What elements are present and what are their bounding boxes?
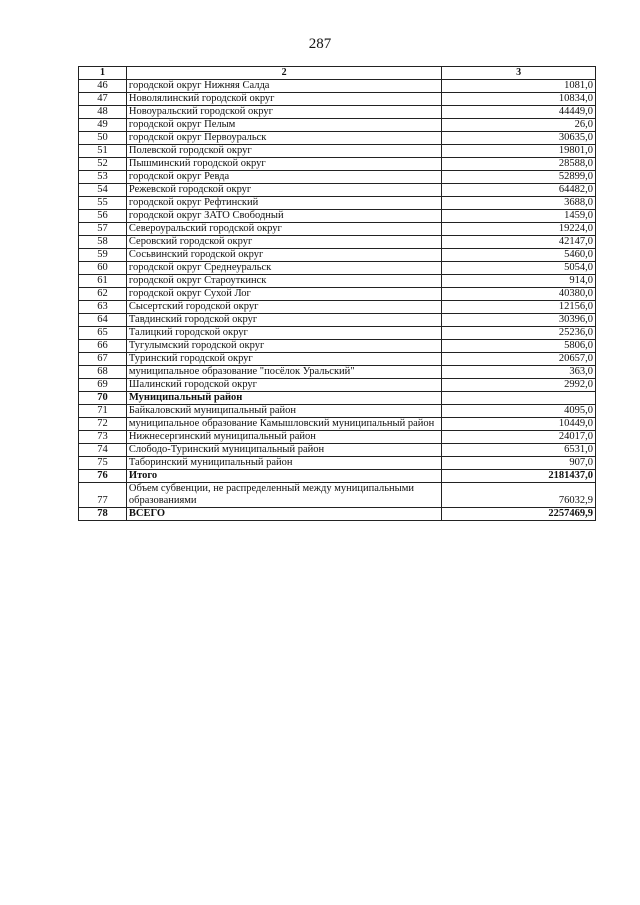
table-row (79, 392, 596, 405)
table-row (79, 93, 596, 106)
row-name: Байкаловский муниципальный район (126, 405, 441, 418)
table-row (79, 327, 596, 340)
row-value: 30396,0 (442, 314, 596, 327)
table-row (79, 457, 596, 470)
row-name: муниципальное образование Камышловский муниципальный район (126, 418, 441, 431)
row-value: 2257469,9 (442, 508, 596, 521)
subvention-table (78, 66, 596, 521)
row-number: 56 (79, 210, 127, 223)
row-value: 2181437,0 (442, 470, 596, 483)
row-number: 51 (79, 145, 127, 158)
row-name: Талицкий городской округ (126, 327, 441, 340)
table-row (79, 366, 596, 379)
table-row (79, 405, 596, 418)
row-name: Шалинский городской округ (126, 379, 441, 392)
row-name: Серовский городской округ (126, 236, 441, 249)
row-number: 61 (79, 275, 127, 288)
header-col-value: 3 (442, 67, 596, 80)
row-value: 52899,0 (442, 171, 596, 184)
row-value: 2992,0 (442, 379, 596, 392)
table-row (79, 197, 596, 210)
row-number: 74 (79, 444, 127, 457)
row-value: 40380,0 (442, 288, 596, 301)
row-name: городской округ Нижняя Салда (126, 80, 441, 93)
row-value: 20657,0 (442, 353, 596, 366)
row-number: 59 (79, 249, 127, 262)
row-value: 6531,0 (442, 444, 596, 457)
row-number: 60 (79, 262, 127, 275)
row-name: Тугулымский городской округ (126, 340, 441, 353)
row-value: 1081,0 (442, 80, 596, 93)
row-number: 78 (79, 508, 127, 521)
row-number: 71 (79, 405, 127, 418)
table-row (79, 262, 596, 275)
row-name: Сосьвинский городской округ (126, 249, 441, 262)
row-name: Полевской городской округ (126, 145, 441, 158)
table-row (79, 353, 596, 366)
row-number: 55 (79, 197, 127, 210)
table-row (79, 119, 596, 132)
row-name: Нижнесергинский муниципальный район (126, 431, 441, 444)
row-name: городской округ Ревда (126, 171, 441, 184)
row-number: 67 (79, 353, 127, 366)
row-value: 914,0 (442, 275, 596, 288)
table-row (79, 275, 596, 288)
row-name: Сысертский городской округ (126, 301, 441, 314)
row-number: 77 (79, 483, 127, 508)
row-value: 64482,0 (442, 184, 596, 197)
row-number: 76 (79, 470, 127, 483)
row-name: Слободо-Туринский муниципальный район (126, 444, 441, 457)
row-value: 12156,0 (442, 301, 596, 314)
row-name: Североуральский городской округ (126, 223, 441, 236)
table-row (79, 340, 596, 353)
row-name: городской округ Пелым (126, 119, 441, 132)
row-number: 64 (79, 314, 127, 327)
table-row (79, 145, 596, 158)
table-row (79, 80, 596, 93)
row-value: 26,0 (442, 119, 596, 132)
row-value: 25236,0 (442, 327, 596, 340)
table-row (79, 508, 596, 521)
table-row (79, 132, 596, 145)
table-row (79, 431, 596, 444)
row-number: 54 (79, 184, 127, 197)
row-name: городской округ ЗАТО Свободный (126, 210, 441, 223)
table-header-row (79, 67, 596, 80)
row-value: 10449,0 (442, 418, 596, 431)
row-number: 50 (79, 132, 127, 145)
row-name: городской округ Сухой Лог (126, 288, 441, 301)
row-value: 30635,0 (442, 132, 596, 145)
row-value: 363,0 (442, 366, 596, 379)
row-number: 66 (79, 340, 127, 353)
row-number: 53 (79, 171, 127, 184)
row-value: 76032,9 (442, 483, 596, 508)
table-row (79, 249, 596, 262)
row-name: Итого (126, 470, 441, 483)
row-value: 10834,0 (442, 93, 596, 106)
row-value: 44449,0 (442, 106, 596, 119)
row-number: 48 (79, 106, 127, 119)
row-name: Пышминский городской округ (126, 158, 441, 171)
row-value: 42147,0 (442, 236, 596, 249)
row-value: 19224,0 (442, 223, 596, 236)
header-col-name: 2 (126, 67, 441, 80)
row-name: городской округ Рефтинский (126, 197, 441, 210)
row-number: 73 (79, 431, 127, 444)
table-row (79, 210, 596, 223)
table-body (79, 80, 596, 521)
row-number: 65 (79, 327, 127, 340)
row-value: 1459,0 (442, 210, 596, 223)
row-name: городской округ Среднеуральск (126, 262, 441, 275)
table-row (79, 301, 596, 314)
table-row (79, 158, 596, 171)
page-number: 287 (308, 36, 332, 52)
table-row (79, 483, 596, 508)
row-name: Режевской городской округ (126, 184, 441, 197)
row-name: Муниципальный район (126, 392, 441, 405)
row-value: 24017,0 (442, 431, 596, 444)
row-number: 58 (79, 236, 127, 249)
row-number: 68 (79, 366, 127, 379)
row-name: Объем субвенции, не распределенный между муниципальными образованиями (126, 483, 441, 508)
table-row (79, 314, 596, 327)
table-row (79, 184, 596, 197)
header-col-number: 1 (79, 67, 127, 80)
table-row (79, 470, 596, 483)
row-value: 5806,0 (442, 340, 596, 353)
table-row (79, 171, 596, 184)
row-value: 3688,0 (442, 197, 596, 210)
row-number: 46 (79, 80, 127, 93)
row-value: 5054,0 (442, 262, 596, 275)
row-name: Туринский городской округ (126, 353, 441, 366)
row-name: Новоуральский городской округ (126, 106, 441, 119)
row-number: 62 (79, 288, 127, 301)
row-name: Тавдинский городской округ (126, 314, 441, 327)
row-number: 72 (79, 418, 127, 431)
table-row (79, 223, 596, 236)
row-name: Новолялинский городской округ (126, 93, 441, 106)
row-name: Таборинский муниципальный район (126, 457, 441, 470)
table-row (79, 236, 596, 249)
row-number: 63 (79, 301, 127, 314)
row-number: 57 (79, 223, 127, 236)
table-row (79, 418, 596, 431)
row-value: 19801,0 (442, 145, 596, 158)
row-value: 4095,0 (442, 405, 596, 418)
row-name: городской округ Староуткинск (126, 275, 441, 288)
table-row (79, 379, 596, 392)
row-value (442, 392, 596, 405)
row-number: 70 (79, 392, 127, 405)
table-row (79, 106, 596, 119)
row-name: муниципальное образование "посёлок Уральский" (126, 366, 441, 379)
row-name: ВСЕГО (126, 508, 441, 521)
row-value: 907,0 (442, 457, 596, 470)
row-number: 69 (79, 379, 127, 392)
table-row (79, 444, 596, 457)
row-name: городской округ Первоуральск (126, 132, 441, 145)
row-number: 49 (79, 119, 127, 132)
row-value: 5460,0 (442, 249, 596, 262)
row-number: 47 (79, 93, 127, 106)
table-row (79, 288, 596, 301)
row-number: 52 (79, 158, 127, 171)
row-number: 75 (79, 457, 127, 470)
row-value: 28588,0 (442, 158, 596, 171)
